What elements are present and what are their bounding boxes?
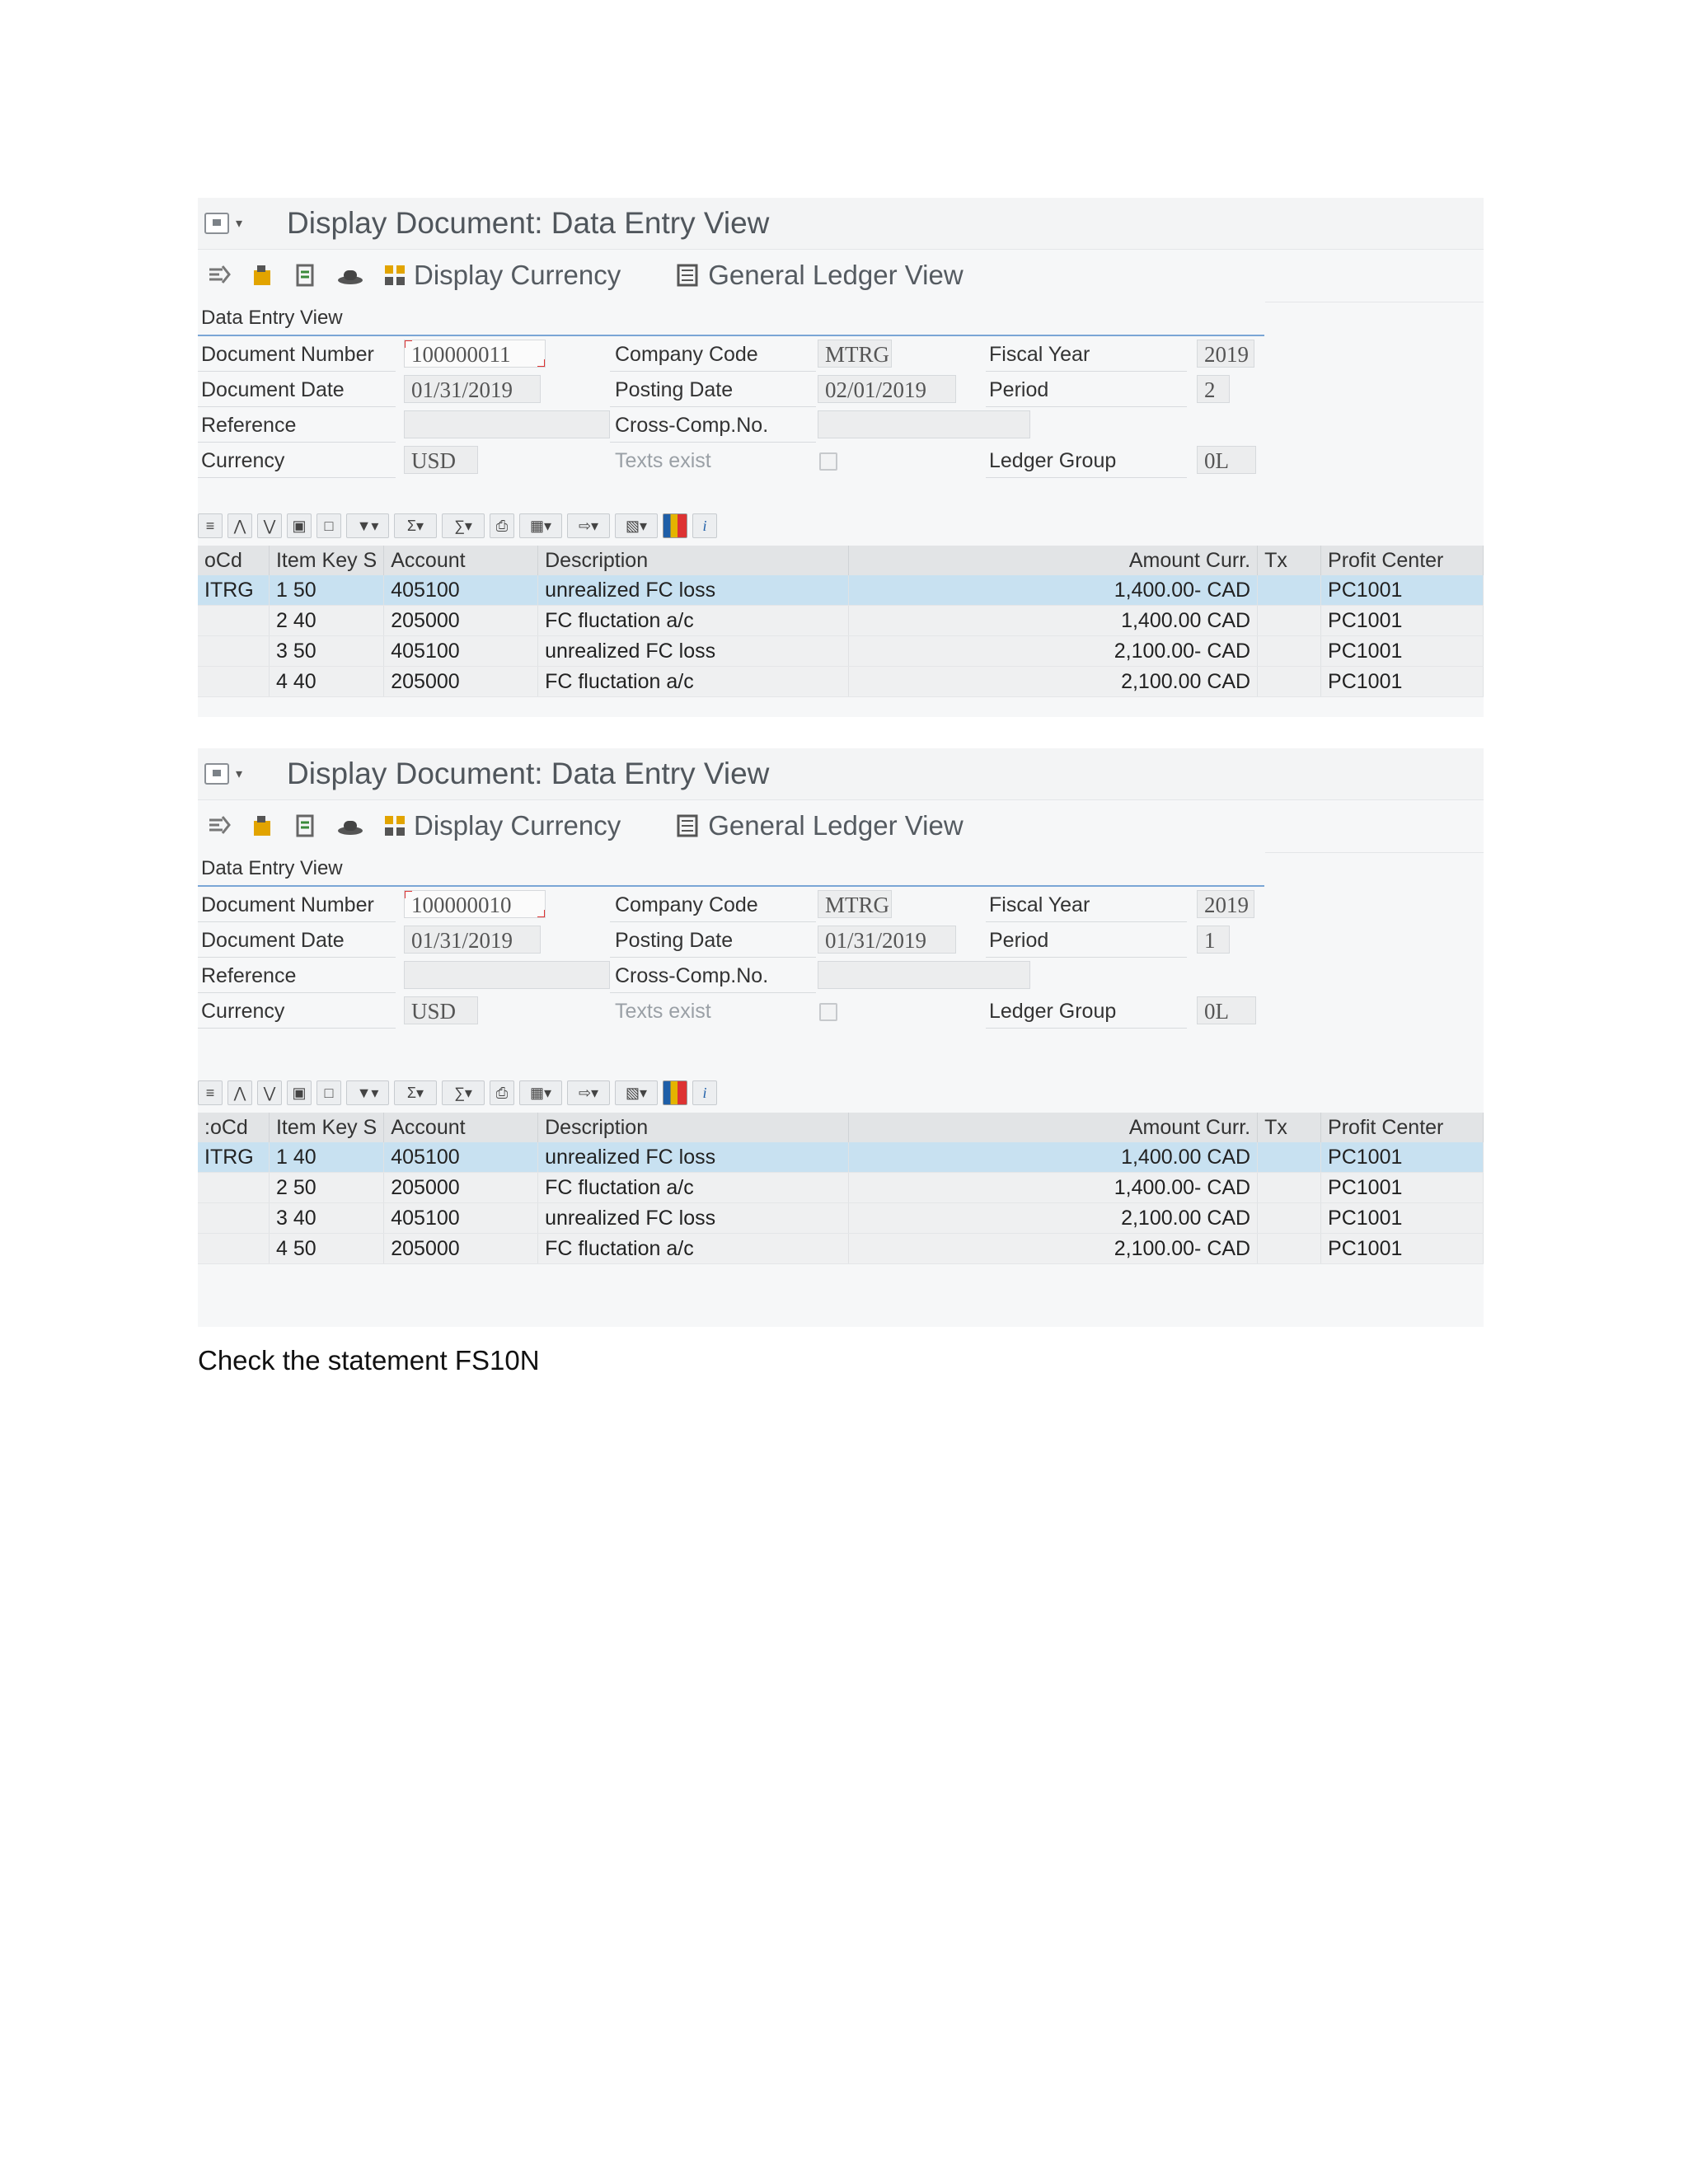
header-form xyxy=(198,302,1265,478)
table-cell: ITRG xyxy=(198,575,269,606)
layout-icon[interactable]: ▧▾ xyxy=(615,1080,658,1105)
screenshot-document-1 xyxy=(198,198,1484,717)
ledger-group-field[interactable]: 0L xyxy=(1197,446,1256,474)
sum-icon[interactable]: Σ▾ xyxy=(394,1080,437,1105)
display-currency-label: Display Currency xyxy=(414,810,621,841)
cross-comp-no-label: Cross-Comp.No. xyxy=(615,964,769,987)
table-cell xyxy=(1258,1142,1321,1173)
document-flow-icon xyxy=(293,813,318,839)
subtotal-icon[interactable]: ∑▾ xyxy=(442,513,485,538)
form-row-2 xyxy=(198,372,1265,407)
document-number-label: Document Number xyxy=(201,893,374,916)
alv-toolbar xyxy=(198,509,1484,542)
currency-label: Currency xyxy=(201,449,285,472)
table-cell xyxy=(1258,1203,1321,1234)
texts-exist-checkbox[interactable] xyxy=(819,452,837,471)
general-ledger-view-button[interactable] xyxy=(675,260,963,291)
form-row-4 xyxy=(198,443,1265,478)
ledger-group-label: Ledger Group xyxy=(989,449,1117,472)
general-ledger-view-label: General Ledger View xyxy=(708,810,964,841)
table-cell: 1,400.00 CAD xyxy=(848,1142,1257,1173)
document-date-label: Document Date xyxy=(201,929,345,952)
table-row[interactable] xyxy=(198,636,1484,667)
sum-icon[interactable]: Σ▾ xyxy=(394,513,437,538)
table-cell: PC1001 xyxy=(1321,667,1484,697)
ledger-group-field[interactable]: 0L xyxy=(1197,996,1256,1024)
table-cell: 3 50 xyxy=(269,636,383,667)
table-cell: 4 40 xyxy=(269,667,383,697)
chevron-down-icon: ▾ xyxy=(236,767,243,781)
column-header[interactable]: Account xyxy=(384,1113,538,1142)
table-cell: 1 50 xyxy=(269,575,383,606)
table-cell xyxy=(1258,667,1321,697)
cross-comp-no-field[interactable] xyxy=(818,961,1030,989)
column-header[interactable]: Amount Curr. xyxy=(848,1113,1257,1142)
table-cell: FC fluctation a/c xyxy=(538,1234,849,1264)
table-row[interactable] xyxy=(198,1142,1484,1173)
change-button[interactable] xyxy=(251,262,275,288)
document-date-field[interactable]: 01/31/2019 xyxy=(404,375,541,403)
column-header[interactable]: Profit Center xyxy=(1321,546,1484,575)
table-cell: unrealized FC loss xyxy=(538,575,849,606)
table-cell: 1,400.00 CAD xyxy=(848,606,1257,636)
hat-button[interactable] xyxy=(336,816,364,836)
table-cell: 3 40 xyxy=(269,1203,383,1234)
table-cell: 2,100.00- CAD xyxy=(848,636,1257,667)
document-flow-icon xyxy=(293,262,318,288)
find-next-icon[interactable]: □ xyxy=(316,513,341,538)
reference-field[interactable] xyxy=(404,410,610,438)
sort-ascending-icon[interactable]: ⋀ xyxy=(227,1080,252,1105)
fiscal-year-label: Fiscal Year xyxy=(989,343,1090,366)
find-icon[interactable]: ▣ xyxy=(287,1080,312,1105)
table-cell xyxy=(1258,575,1321,606)
menu-button[interactable] xyxy=(204,211,249,236)
table-cell: PC1001 xyxy=(1321,1203,1484,1234)
column-header[interactable]: Amount Curr. xyxy=(848,546,1257,575)
table-cell: 2 50 xyxy=(269,1173,383,1203)
menu-icon xyxy=(204,763,229,785)
table-cell: 4 50 xyxy=(269,1234,383,1264)
general-ledger-view-button[interactable] xyxy=(675,810,963,841)
title-bar xyxy=(198,198,1484,250)
currency-field[interactable]: USD xyxy=(404,446,478,474)
table-cell: 1 40 xyxy=(269,1142,383,1173)
export-icon[interactable]: ⇨▾ xyxy=(567,513,610,538)
document-number-field[interactable]: 100000010 xyxy=(404,890,546,918)
filter-icon[interactable]: ▼▾ xyxy=(346,1080,389,1105)
hat-icon xyxy=(336,265,364,285)
instruction-note: Check the statement FS10N xyxy=(198,1345,540,1376)
table-cell: 2 40 xyxy=(269,606,383,636)
sort-descending-icon[interactable]: ⋁ xyxy=(257,1080,282,1105)
table-cell: 2,100.00 CAD xyxy=(848,667,1257,697)
document-flow-button[interactable] xyxy=(293,262,318,288)
application-toolbar xyxy=(198,249,1484,302)
change-icon xyxy=(251,813,275,839)
column-header[interactable]: Profit Center xyxy=(1321,1113,1484,1142)
table-cell: PC1001 xyxy=(1321,606,1484,636)
texts-exist-checkbox[interactable] xyxy=(819,1003,837,1021)
table-cell xyxy=(1258,606,1321,636)
table-cell: FC fluctation a/c xyxy=(538,1173,849,1203)
reference-label: Reference xyxy=(201,414,297,437)
cross-comp-no-field[interactable] xyxy=(818,410,1030,438)
general-ledger-view-icon xyxy=(675,813,700,839)
table-cell xyxy=(198,636,269,667)
screenshot-document-2 xyxy=(198,748,1484,1327)
table-row[interactable] xyxy=(198,575,1484,606)
find-next-icon[interactable]: □ xyxy=(316,1080,341,1105)
table-cell: PC1001 xyxy=(1321,636,1484,667)
info-icon[interactable]: i xyxy=(692,1080,717,1105)
table-cell: FC fluctation a/c xyxy=(538,606,849,636)
column-header[interactable]: Tx xyxy=(1258,546,1321,575)
column-header[interactable]: Description xyxy=(538,1113,849,1142)
print-icon[interactable]: ⎙ xyxy=(490,1080,514,1105)
table-row[interactable] xyxy=(198,667,1484,697)
find-icon[interactable]: ▣ xyxy=(287,513,312,538)
table-row[interactable] xyxy=(198,1203,1484,1234)
table-cell: ITRG xyxy=(198,1142,269,1173)
table-cell xyxy=(198,606,269,636)
line-items-table xyxy=(198,546,1484,697)
table-cell: 2,100.00 CAD xyxy=(848,1203,1257,1234)
other-document-button[interactable] xyxy=(206,263,232,288)
application-toolbar xyxy=(198,799,1484,853)
graphic-icon[interactable] xyxy=(663,1080,687,1105)
display-currency-icon xyxy=(382,813,407,839)
table-header-row xyxy=(198,546,1484,575)
general-ledger-view-icon xyxy=(675,262,700,288)
subtotal-icon[interactable]: ∑▾ xyxy=(442,1080,485,1105)
other-document-icon xyxy=(206,813,232,838)
document-date-field[interactable]: 01/31/2019 xyxy=(404,926,541,954)
table-cell: 205000 xyxy=(384,606,538,636)
page-title: Display Document: Data Entry View xyxy=(287,206,770,240)
period-field[interactable]: 2 xyxy=(1197,375,1230,403)
change-icon xyxy=(251,262,275,288)
table-cell: PC1001 xyxy=(1321,575,1484,606)
hat-button[interactable] xyxy=(336,265,364,285)
graphic-icon[interactable] xyxy=(663,513,687,538)
form-row-2 xyxy=(198,922,1265,958)
page-title: Display Document: Data Entry View xyxy=(287,757,770,790)
period-field[interactable]: 1 xyxy=(1197,926,1230,954)
table-cell: unrealized FC loss xyxy=(538,636,849,667)
document-number-field[interactable]: 100000011 xyxy=(404,340,546,368)
table-cell xyxy=(198,1173,269,1203)
cross-comp-no-label: Cross-Comp.No. xyxy=(615,414,769,437)
table-cell: PC1001 xyxy=(1321,1234,1484,1264)
table-cell: 405100 xyxy=(384,1203,538,1234)
section-title: Data Entry View xyxy=(198,852,1264,887)
display-currency-button[interactable] xyxy=(382,260,621,291)
info-icon[interactable]: i xyxy=(692,513,717,538)
posting-date-field[interactable]: 02/01/2019 xyxy=(818,375,956,403)
table-cell: 1,400.00- CAD xyxy=(848,1173,1257,1203)
form-row-3 xyxy=(198,958,1265,993)
table-cell: 205000 xyxy=(384,667,538,697)
table-cell: 405100 xyxy=(384,1142,538,1173)
ledger-group-label: Ledger Group xyxy=(989,1000,1117,1023)
table-cell: 205000 xyxy=(384,1173,538,1203)
column-header[interactable]: :oCd xyxy=(198,1113,269,1142)
header-form xyxy=(198,852,1265,1029)
general-ledger-view-label: General Ledger View xyxy=(708,260,964,290)
column-header[interactable]: Account xyxy=(384,546,538,575)
fiscal-year-label: Fiscal Year xyxy=(989,893,1090,916)
table-row[interactable] xyxy=(198,1234,1484,1264)
filter-icon[interactable]: ▼▾ xyxy=(346,513,389,538)
period-label: Period xyxy=(989,929,1049,952)
display-currency-label: Display Currency xyxy=(414,260,621,290)
table-cell xyxy=(1258,1173,1321,1203)
document-date-label: Document Date xyxy=(201,378,345,401)
company-code-field[interactable]: MTRG xyxy=(818,890,892,918)
column-header[interactable]: Item Key S xyxy=(269,1113,383,1142)
menu-button[interactable] xyxy=(204,762,249,786)
table-cell: 405100 xyxy=(384,575,538,606)
sort-ascending-icon[interactable]: ⋀ xyxy=(227,513,252,538)
table-cell xyxy=(1258,636,1321,667)
views-icon[interactable]: ▦▾ xyxy=(519,513,562,538)
layout-icon[interactable]: ▧▾ xyxy=(615,513,658,538)
posting-date-field[interactable]: 01/31/2019 xyxy=(818,926,956,954)
hat-icon xyxy=(336,816,364,836)
company-code-label: Company Code xyxy=(615,343,758,366)
table-cell: FC fluctation a/c xyxy=(538,667,849,697)
table-cell xyxy=(1258,1234,1321,1264)
company-code-field[interactable]: MTRG xyxy=(818,340,892,368)
column-header[interactable]: Description xyxy=(538,546,849,575)
table-cell xyxy=(198,667,269,697)
form-row-1 xyxy=(198,887,1265,922)
change-button[interactable] xyxy=(251,813,275,839)
texts-exist-label: Texts exist xyxy=(615,449,711,472)
currency-field[interactable]: USD xyxy=(404,996,478,1024)
chevron-down-icon: ▾ xyxy=(236,217,243,231)
reference-field[interactable] xyxy=(404,961,610,989)
table-row[interactable] xyxy=(198,606,1484,636)
column-header[interactable]: Item Key S xyxy=(269,546,383,575)
fiscal-year-field[interactable]: 2019 xyxy=(1197,890,1254,918)
currency-label: Currency xyxy=(201,1000,285,1023)
table-cell: 1,400.00- CAD xyxy=(848,575,1257,606)
other-document-icon xyxy=(206,263,232,288)
menu-icon xyxy=(204,213,229,234)
table-cell: 405100 xyxy=(384,636,538,667)
table-cell: PC1001 xyxy=(1321,1142,1484,1173)
reference-label: Reference xyxy=(201,964,297,987)
table-cell xyxy=(198,1234,269,1264)
section-title: Data Entry View xyxy=(198,302,1264,336)
column-header[interactable]: Tx xyxy=(1258,1113,1321,1142)
sort-descending-icon[interactable]: ⋁ xyxy=(257,513,282,538)
views-icon[interactable]: ▦▾ xyxy=(519,1080,562,1105)
line-items-table xyxy=(198,1113,1484,1264)
form-row-1 xyxy=(198,336,1265,372)
table-header-row xyxy=(198,1113,1484,1142)
table-cell xyxy=(198,1203,269,1234)
period-label: Period xyxy=(989,378,1049,401)
table-cell: 2,100.00- CAD xyxy=(848,1234,1257,1264)
form-row-3 xyxy=(198,407,1265,443)
column-header[interactable]: oCd xyxy=(198,546,269,575)
details-icon[interactable]: ≡ xyxy=(198,513,223,538)
table-cell: 205000 xyxy=(384,1234,538,1264)
table-cell: unrealized FC loss xyxy=(538,1203,849,1234)
display-currency-icon xyxy=(382,262,407,288)
posting-date-label: Posting Date xyxy=(615,378,734,401)
export-icon[interactable]: ⇨▾ xyxy=(567,1080,610,1105)
table-cell: PC1001 xyxy=(1321,1173,1484,1203)
document-number-label: Document Number xyxy=(201,343,374,366)
fiscal-year-field[interactable]: 2019 xyxy=(1197,340,1254,368)
print-icon[interactable]: ⎙ xyxy=(490,513,514,538)
table-row[interactable] xyxy=(198,1173,1484,1203)
other-document-button[interactable] xyxy=(206,813,232,838)
alv-toolbar xyxy=(198,1076,1484,1109)
table-cell: unrealized FC loss xyxy=(538,1142,849,1173)
posting-date-label: Posting Date xyxy=(615,929,734,952)
texts-exist-label: Texts exist xyxy=(615,1000,711,1023)
display-currency-button[interactable] xyxy=(382,810,621,841)
details-icon[interactable]: ≡ xyxy=(198,1080,223,1105)
document-flow-button[interactable] xyxy=(293,813,318,839)
company-code-label: Company Code xyxy=(615,893,758,916)
form-row-4 xyxy=(198,993,1265,1029)
title-bar xyxy=(198,748,1484,800)
